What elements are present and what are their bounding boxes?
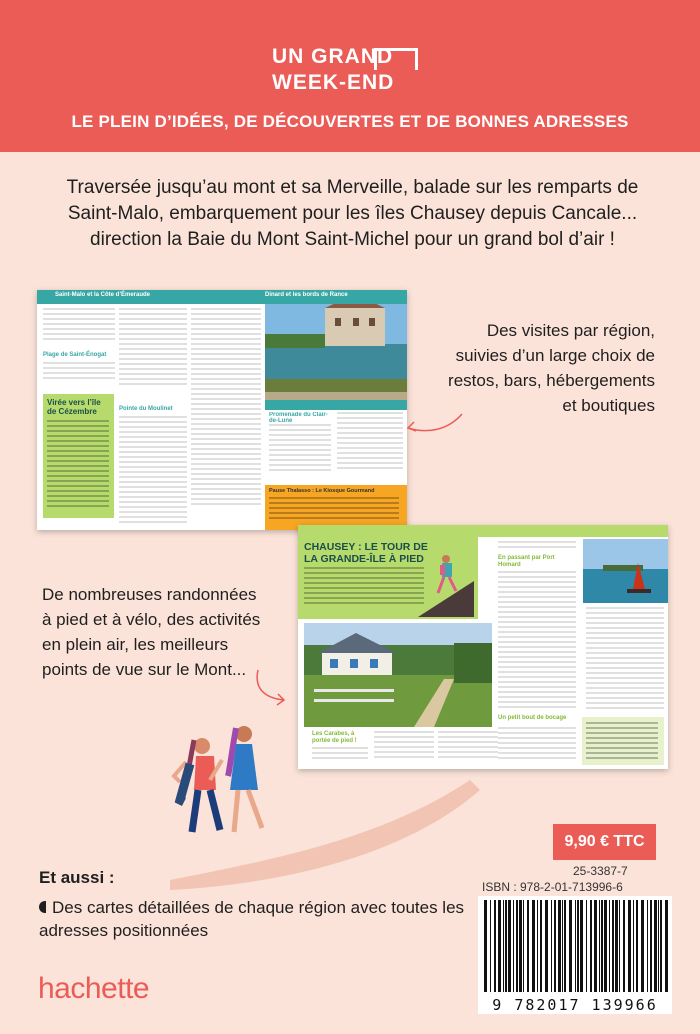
spread2-sub1: En passant par Port Homard xyxy=(498,555,555,568)
logo-frame xyxy=(374,48,418,70)
barcode-bars-icon xyxy=(478,896,672,994)
spread2-header-bar xyxy=(298,525,668,537)
spread2-info-box xyxy=(582,717,664,765)
spread1-sub1: Plage de Saint-Énogat xyxy=(43,352,107,358)
blurb1-line2: suivies d’un large choix de xyxy=(455,346,655,365)
blurb1-line3: restos, bars, hébergements xyxy=(448,371,655,390)
spread2-photo-house xyxy=(304,623,492,727)
blurb1-line4: et boutiques xyxy=(562,396,655,415)
spread1-orange-title: Pause Thalasso : Le Kiosque Gourmand xyxy=(269,488,375,494)
arrow-to-spread2-icon xyxy=(250,668,290,708)
spread1-text-col5 xyxy=(337,412,403,482)
blurb-regions xyxy=(448,318,655,418)
header-band xyxy=(0,0,700,152)
intro-text: Traversée jusqu’au mont et sa Merveille, balade sur les remparts de Saint-Malo, embarquement pour les îles Chausey depuis Cancale... direction la Baie du Mont Saint-Michel pour un grand bol d’air ! xyxy=(66,177,639,250)
logo-line-2: WEEK-END xyxy=(272,71,395,94)
spread1-green-box xyxy=(43,394,114,518)
blurb2-line2: à pied et à vélo, des activités xyxy=(42,610,261,629)
blurb2-line1: De nombreuses randonnées xyxy=(42,585,257,604)
also-item xyxy=(39,896,469,942)
arrow-to-spread1-icon xyxy=(398,408,468,438)
spread1-text-col1b xyxy=(43,362,115,392)
spread2-text-col4c xyxy=(498,727,576,762)
spread1-orange-box xyxy=(265,485,407,530)
spread2-text-col1 xyxy=(312,747,368,762)
publisher-logo: hachette xyxy=(38,972,150,1005)
spread2-intro-lines xyxy=(304,567,424,607)
spread1-photo xyxy=(265,304,407,410)
spread2-text-col4 xyxy=(498,541,576,551)
also-item-text: Des cartes détaillées de chaque région avec toutes les adresses positionnées xyxy=(39,898,465,940)
also-title: Et aussi : xyxy=(39,868,115,887)
spread1-box-lines xyxy=(47,420,109,510)
hiker-icon xyxy=(418,551,474,617)
spread1-left-header: Saint-Malo et la Côte d’Émeraude xyxy=(55,292,151,298)
product-code: 25-3387-7 xyxy=(573,864,628,878)
spread1-text-col4 xyxy=(269,412,331,482)
brand-logo xyxy=(272,44,428,104)
spread2-sub3: Un petit bout de bocage xyxy=(498,715,567,721)
logo-line-1: UN GRAND xyxy=(272,45,394,68)
blurb1-line1: Des visites par région, xyxy=(486,321,655,340)
barcode-digits: 9 782017 139966 xyxy=(478,996,672,1014)
spread1-right-header: Dinard et les bords de Rance xyxy=(265,292,348,298)
spread2-sub2: Les Carabes, à portée de pied ! xyxy=(312,731,357,744)
spread2-photo-boat xyxy=(583,539,668,603)
sample-spread-2 xyxy=(298,525,668,769)
spread1-header-bar xyxy=(37,290,407,304)
spread2-green-box xyxy=(298,537,478,619)
spread2-text-col3 xyxy=(438,731,498,761)
spread2-text-col5 xyxy=(586,607,664,712)
tagline: LE PLEIN D’IDÉES, DE DÉCOUVERTES ET DE BONNES ADRESSES xyxy=(71,112,629,131)
blurb-activities xyxy=(42,582,260,682)
bullet-icon xyxy=(39,901,46,913)
spread2-title: CHAUSEY : LE TOUR DE LA GRANDE-ÎLE À PIED xyxy=(304,541,428,565)
spread2-text-col4b xyxy=(498,571,576,711)
isbn: ISBN : 978-2-01-713996-6 xyxy=(482,880,623,894)
spread1-text-col3 xyxy=(191,308,261,528)
price-tag: 9,90 € TTC xyxy=(553,824,656,860)
spread2-text-col2 xyxy=(374,731,434,761)
spread1-text-col2b xyxy=(119,416,187,526)
sample-spread-1 xyxy=(37,290,407,530)
spread1-box-title: Virée vers l’île de Cézembre xyxy=(47,398,101,416)
spread1-sub2: Pointe du Moulinet xyxy=(119,406,173,412)
blurb2-line3: en plein air, les meilleurs xyxy=(42,635,229,654)
blurb2-line4: points de vue sur le Mont... xyxy=(42,660,247,679)
spread1-sub3: Promenade du Clair-de-Lune xyxy=(269,412,328,424)
